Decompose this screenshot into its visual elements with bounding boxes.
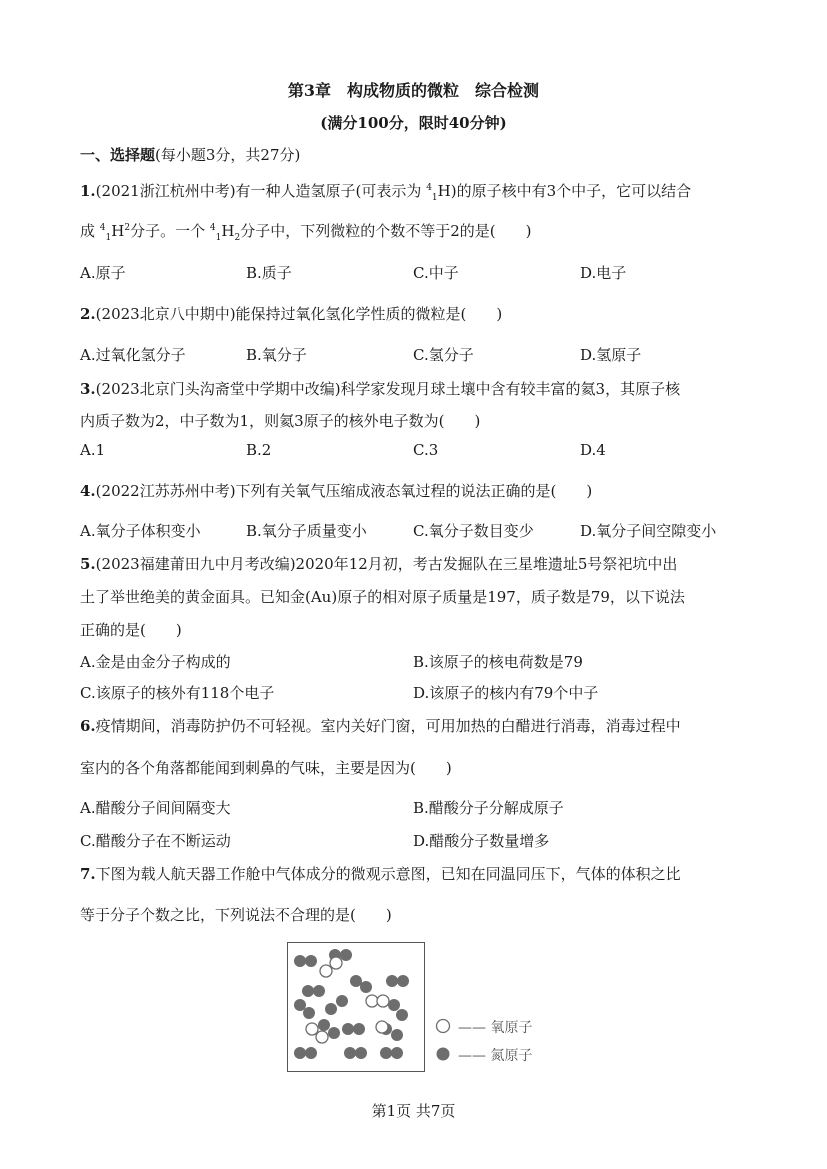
option-c[interactable]: C.醋酸分子在不断运动 <box>80 832 231 850</box>
nitrogen-atom <box>305 955 317 967</box>
nitrogen-atom <box>294 1047 306 1059</box>
question-5-line-3: 正确的是( ) <box>80 621 182 639</box>
nitrogen-atom <box>380 1047 392 1059</box>
question-1-line-2: 成 $^4_1H^2$分子。一个 $^4_1H_2$分子中，下列微粒的个数不等于2的是( ) <box>80 222 532 243</box>
nitrogen-atom <box>342 1023 354 1035</box>
option-c[interactable]: C.3 <box>413 441 439 459</box>
question-6-line-2: 室内的各个角落都能闻到刺鼻的气味，主要是因为( ) <box>80 759 452 777</box>
option-d[interactable]: D.该原子的核内有79个中子 <box>413 684 599 702</box>
molecule-diagram <box>287 942 425 1072</box>
nitrogen-atom <box>340 949 352 961</box>
question-7-line-1: 7.下图为载人航天器工作舱中气体成分的微观示意图，已知在同温同压下，气体的体积之比 <box>80 865 681 883</box>
section-label: 一、选择题 <box>80 146 156 164</box>
nitrogen-atom <box>294 955 306 967</box>
option-d[interactable]: D.醋酸分子数量增多 <box>413 832 550 850</box>
question-7-line-2: 等于分子个数之比，下列说法不合理的是( ) <box>80 906 392 924</box>
section-note: (每小题3分，共27分) <box>155 146 301 164</box>
nitrogen-atom <box>386 975 398 987</box>
option-c[interactable]: C.氢分子 <box>413 346 474 364</box>
oxygen-atom <box>320 965 332 977</box>
option-a[interactable]: A.1 <box>80 441 106 459</box>
page-title: 第3章 构成物质的微粒 综合检测 <box>287 81 540 100</box>
question-number: 1. <box>80 182 96 200</box>
question-3-line-2: 内质子数为2，中子数为1，则氦3原子的核外电子数为( ) <box>80 412 481 430</box>
nitrogen-atom <box>294 999 306 1011</box>
nitrogen-atom <box>350 975 362 987</box>
option-d[interactable]: D.氧分子间空隙变小 <box>580 522 717 540</box>
legend-nitrogen: —— 氮原子 <box>458 1048 533 1064</box>
option-a[interactable]: A.醋酸分子间间隔变大 <box>80 799 231 817</box>
nitrogen-atom <box>355 1047 367 1059</box>
nitrogen-atom <box>391 1047 403 1059</box>
nitrogen-atom <box>336 995 348 1007</box>
nitrogen-atom <box>360 981 372 993</box>
isotope-notation: $^4_1H_2$ <box>209 222 241 243</box>
nitrogen-atom <box>325 1003 337 1015</box>
oxygen-atom <box>366 995 378 1007</box>
molecule-diagram-svg <box>288 943 424 1071</box>
option-a[interactable]: A.氧分子体积变小 <box>80 522 201 540</box>
oxygen-atom <box>330 957 342 969</box>
option-b[interactable]: B.2 <box>246 441 272 459</box>
oxygen-atom <box>377 995 389 1007</box>
oxygen-atom <box>316 1031 328 1043</box>
nitrogen-atom <box>313 985 325 997</box>
oxygen-atom <box>376 1021 388 1033</box>
question-4-text: 4.(2022江苏苏州中考)下列有关氧气压缩成液态氧过程的说法正确的是( ) <box>80 482 593 500</box>
option-c[interactable]: C.中子 <box>413 264 459 282</box>
option-b[interactable]: B.该原子的核电荷数是79 <box>413 653 583 671</box>
question-5-line-1: 5.(2023福建莆田九中月考改编)2020年12月初，考古发掘队在三星堆遗址5号祭祀坑中出 <box>80 555 678 573</box>
option-b[interactable]: B.氧分子 <box>246 346 307 364</box>
nitrogen-atom <box>302 985 314 997</box>
legend-markers <box>434 1018 454 1062</box>
isotope-notation: $^4_1$H <box>426 182 451 203</box>
page-footer: 第1页 共7页 <box>371 1102 456 1120</box>
question-3-line-1: 3.(2023北京门头沟斋堂中学期中改编)科学家发现月球土壤中含有较丰富的氦3，其原子核 <box>80 380 681 398</box>
option-c[interactable]: C.氧分子数目变少 <box>413 522 534 540</box>
nitrogen-atom <box>391 1029 403 1041</box>
page-subtitle: (满分100分，限时40分钟) <box>320 114 507 132</box>
isotope-notation: $^4_1H^2$ <box>99 222 131 243</box>
question-5-line-2: 土了举世绝美的黄金面具。已知金(Au)原子的相对原子质量是197，质子数是79，以下说法 <box>80 588 685 606</box>
nitrogen-atom <box>303 1007 315 1019</box>
legend-oxygen: —— 氧原子 <box>458 1020 533 1036</box>
option-a[interactable]: A.金是由金分子构成的 <box>80 653 231 671</box>
nitrogen-atom <box>396 1009 408 1021</box>
nitrogen-atom <box>328 1027 340 1039</box>
option-a[interactable]: A.过氧化氢分子 <box>80 346 186 364</box>
oxygen-atom <box>306 1023 318 1035</box>
section-heading <box>80 144 300 165</box>
nitrogen-atom <box>353 1023 365 1035</box>
option-b[interactable]: B.质子 <box>246 264 292 282</box>
option-d[interactable]: D.氢原子 <box>580 346 642 364</box>
nitrogen-atom <box>397 975 409 987</box>
nitrogen-atom <box>305 1047 317 1059</box>
option-c[interactable]: C.该原子的核外有118个电子 <box>80 684 275 702</box>
nitrogen-molecules <box>294 949 409 1059</box>
option-d[interactable]: D.电子 <box>580 264 627 282</box>
option-a[interactable]: A.原子 <box>80 264 126 282</box>
question-2-text: 2.(2023北京八中期中)能保持过氧化氢化学性质的微粒是( ) <box>80 305 503 323</box>
oxygen-legend-marker <box>437 1020 450 1033</box>
nitrogen-legend-marker <box>437 1048 450 1061</box>
nitrogen-atom <box>388 999 400 1011</box>
nitrogen-atom <box>344 1047 356 1059</box>
option-d[interactable]: D.4 <box>580 441 606 459</box>
question-6-line-1: 6.疫情期间，消毒防护仍不可轻视。室内关好门窗，可用加热的白醋进行消毒，消毒过程中 <box>80 717 681 735</box>
question-1-line-1: 1.(2021浙江杭州中考)有一种人造氢原子(可表示为 $^4_1$H)的原子核中有3个中子，它可以结合 <box>80 182 692 203</box>
option-b[interactable]: B.醋酸分子分解成原子 <box>413 799 564 817</box>
option-b[interactable]: B.氧分子质量变小 <box>246 522 367 540</box>
nitrogen-atom <box>318 1019 330 1031</box>
